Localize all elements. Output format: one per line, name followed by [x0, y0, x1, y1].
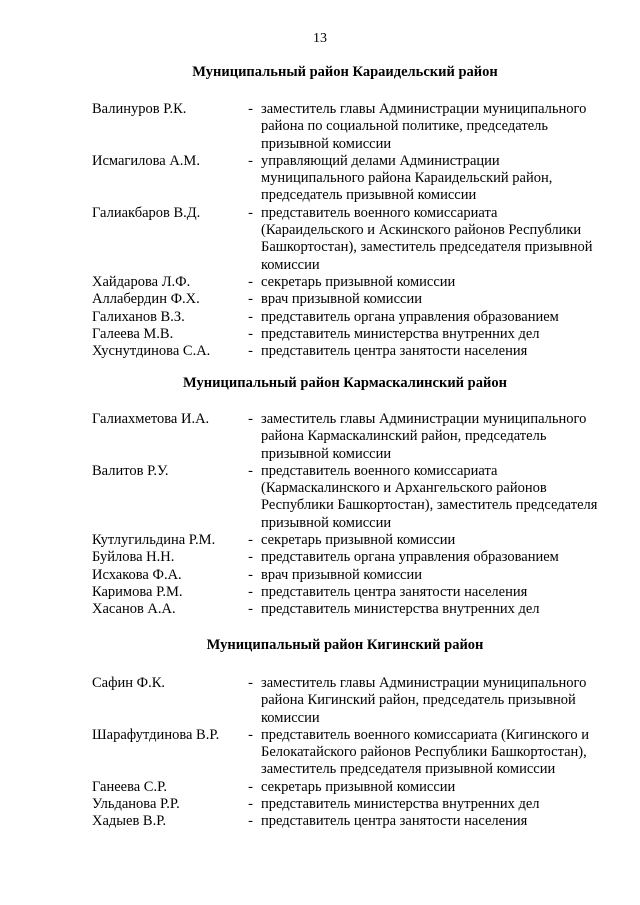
- member-dash: -: [248, 204, 253, 221]
- member-role: заместитель главы Администрации муниципального района Кигинский район, председатель призывной комиссии: [261, 675, 587, 726]
- member-row: [0, 309, 640, 326]
- member-dash: -: [248, 101, 253, 117]
- member-row: [0, 291, 640, 308]
- member-name: Ульданова Р.Р.: [92, 796, 180, 813]
- member-dash: -: [248, 675, 253, 691]
- member-dash: -: [248, 813, 253, 830]
- member-row: [0, 727, 640, 779]
- member-dash: -: [248, 726, 253, 743]
- member-dash: -: [248, 549, 253, 566]
- member-role: представитель центра занятости населения: [261, 583, 528, 600]
- member-row: [0, 675, 640, 727]
- member-role: секретарь призывной комиссии: [261, 273, 456, 290]
- member-dash: -: [248, 532, 253, 549]
- member-name: Исмагилова А.М.: [92, 152, 200, 169]
- member-row: [0, 274, 640, 291]
- member-name: Шарафутдинова В.Р.: [92, 726, 220, 743]
- member-name: Галиханов В.З.: [92, 308, 185, 325]
- section-karmaskaly: [0, 375, 640, 619]
- member-row: [0, 101, 640, 153]
- member-row: [0, 463, 640, 532]
- member-dash: -: [248, 291, 253, 308]
- member-name: Валинуров Р.К.: [92, 101, 187, 117]
- member-role: представитель министерства внутренних дел: [261, 796, 540, 813]
- member-row: [0, 343, 640, 360]
- member-row: [0, 549, 640, 566]
- member-name: Ганеева С.Р.: [92, 778, 167, 795]
- member-role: представитель министерства внутренних дел: [261, 325, 540, 342]
- member-dash: -: [248, 583, 253, 600]
- member-role: представитель органа управления образованием: [261, 549, 559, 566]
- member-role: секретарь призывной комиссии: [261, 778, 456, 795]
- member-role: секретарь призывной комиссии: [261, 532, 456, 549]
- member-dash: -: [248, 308, 253, 325]
- member-row: [0, 411, 640, 463]
- member-name: Исхакова Ф.А.: [92, 566, 182, 583]
- member-dash: -: [248, 152, 253, 169]
- member-dash: -: [248, 462, 253, 479]
- member-role: представитель центра занятости населения: [261, 813, 528, 830]
- member-row: [0, 584, 640, 601]
- member-name: Галеева М.В.: [92, 325, 174, 342]
- member-row: [0, 601, 640, 618]
- member-row: [0, 567, 640, 584]
- member-dash: -: [248, 566, 253, 583]
- member-name: Хадыев В.Р.: [92, 813, 167, 830]
- member-name: Кутлугильдина Р.М.: [92, 532, 216, 549]
- member-role: врач призывной комиссии: [261, 566, 422, 583]
- member-name: Хайдарова Л.Ф.: [92, 273, 191, 290]
- member-dash: -: [248, 601, 253, 618]
- member-row: [0, 326, 640, 343]
- section-title: Муниципальный район Кигинский район: [206, 637, 484, 653]
- section-title: Муниципальный район Кармаскалинский район: [183, 375, 507, 391]
- page-number: 13: [313, 31, 327, 46]
- member-row: [0, 153, 640, 205]
- member-role: представитель военного комиссариата (Караидельского и Аскинского районов Республики Башкортостан), заместитель председателя призывной комиссии: [261, 204, 593, 273]
- member-role: представитель центра занятости населения: [261, 343, 528, 360]
- member-dash: -: [248, 796, 253, 813]
- section-kiginsky: [0, 637, 640, 831]
- member-role: представитель военного комиссариата (Кигинского и Белокатайского районов Республики Башкортостан), заместитель председателя призывной комиссии: [261, 726, 589, 778]
- member-name: Валитов Р.У.: [92, 462, 169, 479]
- member-role: врач призывной комиссии: [261, 291, 422, 308]
- member-role: заместитель главы Администрации муниципального района Кармаскалинский район, председатель призывной комиссии: [261, 411, 587, 462]
- member-row: [0, 796, 640, 813]
- member-row: [0, 532, 640, 549]
- member-dash: -: [248, 411, 253, 427]
- member-role: представитель министерства внутренних дел: [261, 601, 540, 618]
- member-row: [0, 813, 640, 830]
- member-name: Галиакбаров В.Д.: [92, 204, 201, 221]
- member-name: Хасанов А.А.: [92, 601, 176, 618]
- member-dash: -: [248, 343, 253, 360]
- member-role: управляющий делами Администрации муниципального района Караидельский район, председатель призывной комиссии: [261, 152, 553, 204]
- member-row: [0, 779, 640, 796]
- member-row: [0, 205, 640, 274]
- member-dash: -: [248, 273, 253, 290]
- member-role: представитель военного комиссариата (Кармаскалинского и Архангельского районов Республики Башкортостан), заместитель председателя призывной комиссии: [261, 462, 598, 531]
- member-role: представитель органа управления образованием: [261, 308, 559, 325]
- member-name: Галиахметова И.А.: [92, 411, 210, 427]
- member-dash: -: [248, 778, 253, 795]
- section-karaidel: [0, 64, 640, 360]
- member-name: Сафин Ф.К.: [92, 675, 166, 691]
- member-name: Хуснутдинова С.А.: [92, 343, 211, 360]
- member-name: Каримова Р.М.: [92, 583, 183, 600]
- member-name: Буйлова Н.Н.: [92, 549, 175, 566]
- member-dash: -: [248, 325, 253, 342]
- member-name: Аллабердин Ф.Х.: [92, 291, 200, 308]
- section-title: Муниципальный район Караидельский район: [192, 64, 498, 80]
- member-role: заместитель главы Администрации муниципального района по социальной политике, председатель призывной комиссии: [261, 101, 587, 152]
